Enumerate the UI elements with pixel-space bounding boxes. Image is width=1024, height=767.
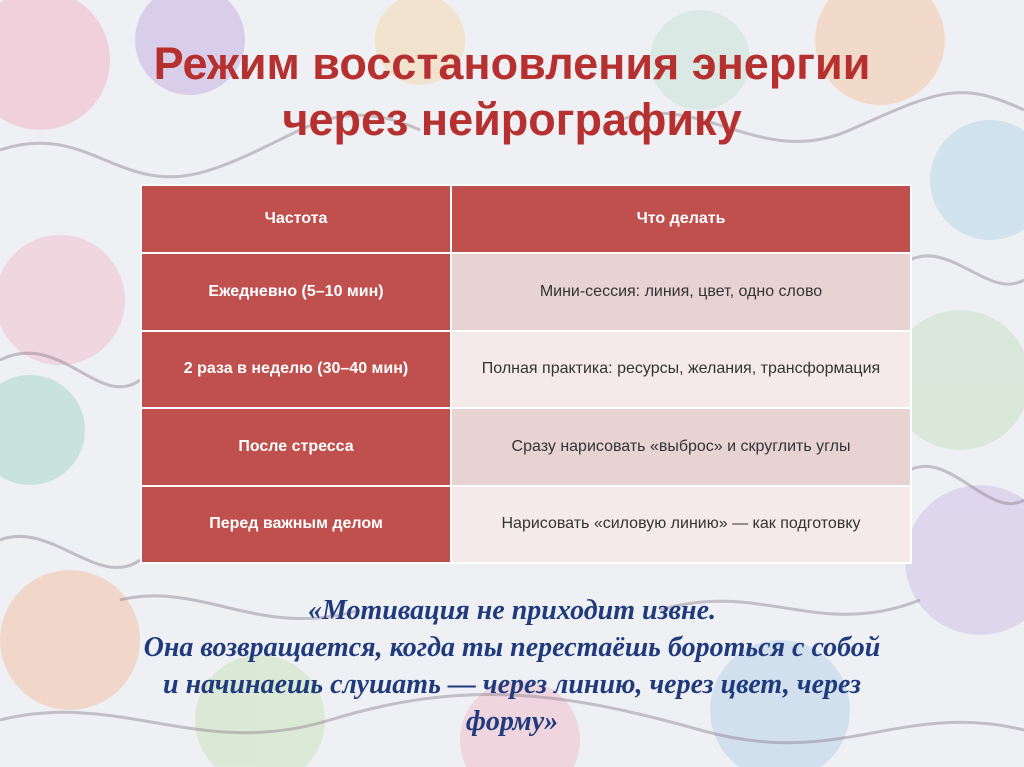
quote-line-1: «Мотивация не приходит извне. [307,595,716,626]
table-row [141,253,911,331]
quote-line-3: и начинаешь слушать — через линию, через цвет, через [163,669,861,700]
table-row [141,486,911,564]
header-frequency: Частота [141,185,451,253]
frequency-cell: После стресса [141,408,451,486]
title-line-2: через нейрографику [282,94,742,145]
action-cell: Мини-сессия: линия, цвет, одно слово [451,253,911,331]
action-cell: Сразу нарисовать «выброс» и скруглить углы [451,408,911,486]
slide-title [0,36,1024,148]
action-cell: Нарисовать «силовую линию» — как подготовку [451,486,911,564]
header-action: Что делать [451,185,911,253]
schedule-table [140,184,912,564]
frequency-cell: 2 раза в неделю (30–40 мин) [141,331,451,409]
title-line-1: Режим восстановления энергии [153,38,871,89]
frequency-cell: Ежедневно (5–10 мин) [141,253,451,331]
motivation-quote [40,592,984,740]
action-cell: Полная практика: ресурсы, желания, трансформация [451,331,911,409]
quote-line-2: Она возвращается, когда ты перестаёшь бороться с собой [143,632,881,663]
table-row [141,408,911,486]
table-row [141,331,911,409]
table-header-row [141,185,911,253]
quote-line-4: форму» [465,706,559,737]
frequency-cell: Перед важным делом [141,486,451,564]
